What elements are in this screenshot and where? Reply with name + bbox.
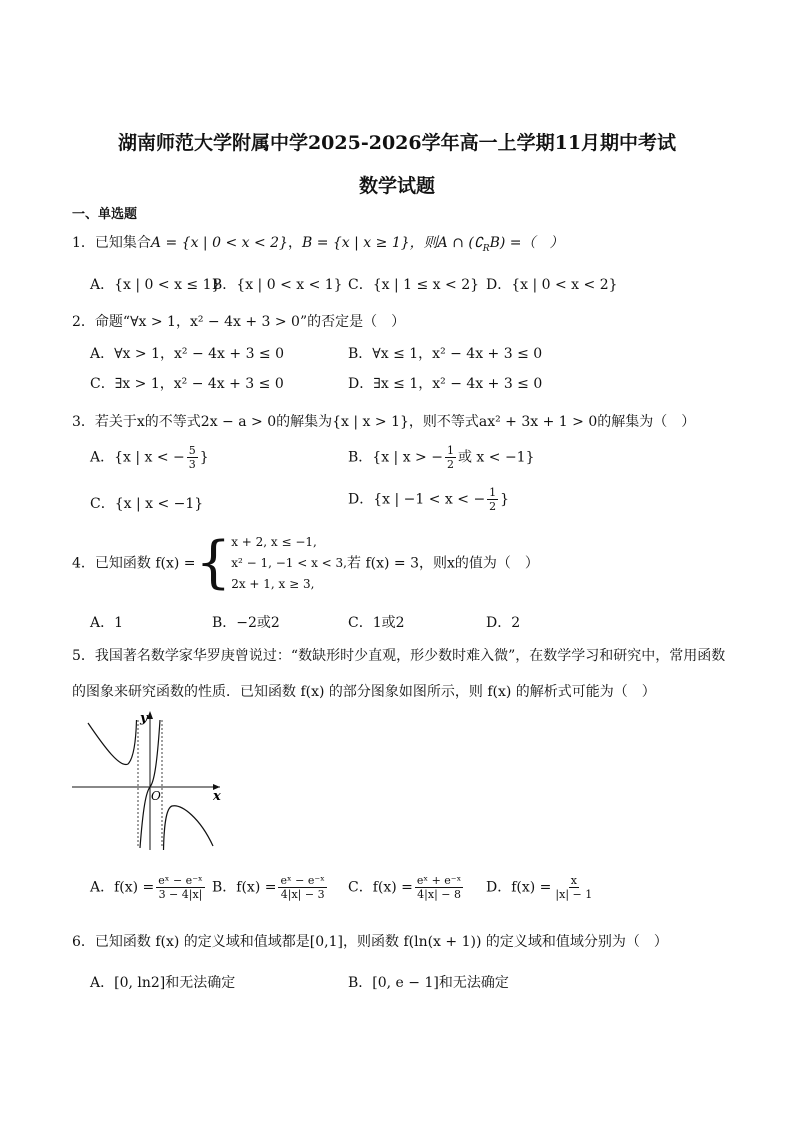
exam-subtitle: 数学试题 [358, 175, 435, 197]
question-3-option-c: C．{x | x < −1} [90, 496, 204, 512]
question-1-option-d: D．{x | 0 < x < 2} [486, 277, 618, 293]
x-axis-label: x [213, 789, 221, 804]
question-5-option-d: D．f(x) = $\frac{x}{|x| - 1}$ [486, 874, 593, 901]
question-5-option-a: A．f(x) = $\frac{\text{eˣ − e⁻ˣ}}{3 - 4|x|}$ [90, 874, 203, 901]
curve-left-branch [88, 720, 137, 765]
origin-label: O [151, 789, 161, 803]
question-2-stem: 2．命题“∀x > 1，x² − 4x + 3 > 0”的否定是（ ） [72, 314, 406, 330]
left-brace: { [195, 530, 232, 596]
question-1-option-c: C．{x | 1 ≤ x < 2} [348, 277, 480, 293]
question-3-option-b: B．{x | x > − $\frac{1}{2}$ 或 x < −1} [348, 444, 535, 471]
function-graph [70, 708, 230, 853]
piecewise-function: x + 2, x ≤ −1, x² − 1, −1 < x < 3, 2x + 1, x ≥ 3, [231, 535, 347, 591]
question-5-line-2: 的图象来研究函数的性质．已知函数 f(x) 的部分图象如图所示，则 f(x) 的解析式可能为（ ） [72, 684, 656, 700]
question-4-option-b: B．−2或2 [212, 615, 280, 631]
question-2-option-a: A．∀x > 1，x² − 4x + 3 ≤ 0 [90, 346, 285, 362]
section-heading: 一、单选题 [72, 207, 138, 222]
fraction: $\frac{5}{3}$ [188, 444, 196, 471]
question-4-option-a: A．1 [90, 615, 124, 631]
question-4-stem: 4．已知函数 f(x) ={ x + 2, x ≤ −1, x² − 1, −1 < x < 3, 2x + 1, x ≥ 3, 若 f(x) = 3，则x的值为（ ） [72, 530, 539, 596]
question-3-option-a: A．{x | x < − $\frac{5}{3}$ } [90, 444, 209, 471]
question-5-option-b: B．f(x) = $\frac{\text{eˣ − e⁻ˣ}}{4|x| - 3}$ [212, 874, 325, 901]
fraction: $\frac{1}{2}$ [489, 486, 497, 513]
fraction: $\frac{x}{|x| - 1}$ [555, 874, 593, 901]
question-6-stem: 6．已知函数 f(x) 的定义域和值域都是[0,1]，则函数 f(ln(x + 1)) 的定义域和值域分别为（ ） [72, 934, 668, 950]
y-axis-label: y [140, 711, 148, 726]
question-6-option-b: B．[0, e − 1]和无法确定 [348, 975, 509, 991]
fraction: $\frac{\text{eˣ + e⁻ˣ}}{4|x| - 8}$ [416, 874, 462, 901]
exam-title: 湖南师范大学附属中学2025-2026学年高一上学期11月期中考试 [117, 132, 677, 154]
fraction: $\frac{\text{eˣ − e⁻ˣ}}{4|x| - 3}$ [280, 874, 325, 901]
question-2-option-d: D．∃x ≤ 1，x² − 4x + 3 ≤ 0 [348, 376, 543, 392]
question-3-stem: 3．若关于x的不等式2x − a > 0的解集为{x | x > 1}，则不等式ax² + 3x + 1 > 0的解集为（ ） [72, 414, 696, 430]
question-2-option-b: B．∀x ≤ 1，x² − 4x + 3 ≤ 0 [348, 346, 543, 362]
curve-right-branch [164, 806, 214, 850]
y-axis-arrow [147, 711, 153, 719]
fraction: $\frac{\text{eˣ − e⁻ˣ}}{3 - 4|x|}$ [158, 874, 203, 901]
question-5-line-1: 5．我国著名数学家华罗庚曾说过：“数缺形时少直观，形少数时难入微”，在数学学习和研究中，常用函数 [72, 648, 726, 664]
fraction: $\frac{1}{2}$ [446, 444, 454, 471]
question-3-option-d: D．{x | −1 < x < − $\frac{1}{2}$ } [348, 486, 510, 513]
question-6-option-a: A．[0, ln2]和无法确定 [90, 975, 236, 991]
question-1-stem: 1．已知集合A = {x | 0 < x < 2}，B = {x | x ≥ 1}，则A ∩ $(∁_RB)$ =（ ） [72, 235, 564, 254]
question-1-option-b: B．{x | 0 < x < 1} [212, 277, 343, 293]
question-5-option-c: C．f(x) = $\frac{\text{eˣ + e⁻ˣ}}{4|x| - 8}$ [348, 874, 462, 901]
question-1-option-a: A．{x | 0 < x ≤ 1} [90, 277, 221, 293]
question-4-option-c: C．1或2 [348, 615, 405, 631]
question-4-option-d: D．2 [486, 615, 521, 631]
question-2-option-c: C．∃x > 1，x² − 4x + 3 ≤ 0 [90, 376, 284, 392]
